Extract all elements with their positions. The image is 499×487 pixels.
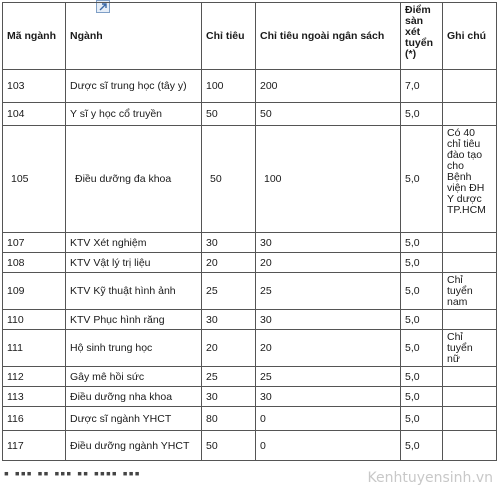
header-chi-tieu: Chỉ tiêu — [202, 3, 256, 70]
note-line: Có 40 — [447, 127, 476, 139]
header-row — [3, 3, 497, 70]
note-line: chỉ tiêu — [447, 138, 481, 150]
header-diem-san — [401, 3, 443, 70]
cell-ngoai-ngan-sach: 0 — [256, 431, 401, 461]
note-line: Chỉ — [447, 274, 463, 286]
cell-ngoai-ngan-sach: 200 — [256, 70, 401, 103]
cell-ghi-chu — [443, 233, 497, 253]
note-line: tuyển — [447, 285, 473, 297]
cell-ma-nganh: 117 — [3, 431, 66, 461]
cell-ghi-chu — [443, 253, 497, 273]
cell-nganh: KTV Vật lý trị liệu — [66, 253, 202, 273]
cell-ngoai-ngan-sach: 30 — [256, 387, 401, 407]
cell-ma-nganh: 107 — [3, 233, 66, 253]
cell-diem-san: 5,0 — [401, 103, 443, 126]
table-row — [3, 367, 497, 387]
cell-nganh: KTV Phục hình răng — [66, 310, 202, 330]
cell-ma-nganh: 116 — [3, 407, 66, 431]
cell-chi-tieu: 25 — [202, 273, 256, 310]
cell-ghi-chu — [443, 70, 497, 103]
cell-ngoai-ngan-sach: 30 — [256, 233, 401, 253]
cell-nganh: KTV Xét nghiệm — [66, 233, 202, 253]
table-row — [3, 70, 497, 103]
cell-diem-san: 5,0 — [401, 330, 443, 367]
table-row — [3, 126, 497, 233]
cell-ghi-chu — [443, 126, 497, 233]
header-diem-line: tuyển — [405, 37, 434, 49]
cell-chi-tieu: 20 — [202, 330, 256, 367]
cell-nganh: Hộ sinh trung học — [66, 330, 202, 367]
header-diem-line: sàn — [405, 15, 424, 27]
cell-chi-tieu: 30 — [202, 233, 256, 253]
cell-diem-san: 5,0 — [401, 126, 443, 233]
table-row — [3, 407, 497, 431]
note-line: Chỉ — [447, 331, 463, 343]
cell-nganh: Điều dưỡng ngành YHCT — [66, 431, 202, 461]
table-row — [3, 273, 497, 310]
cut-off-text-line: ▪ ▪▪▪ ▪▪ ▪▪▪ ▪▪ ▪▪▪▪ ▪▪▪ — [4, 465, 141, 481]
header-diem-line: xét — [405, 26, 421, 38]
cell-ma-nganh: 104 — [3, 103, 66, 126]
cell-ngoai-ngan-sach: 0 — [256, 407, 401, 431]
cell-nganh: Y sĩ y học cổ truyền — [66, 103, 202, 126]
header-diem-line: Điểm — [405, 4, 431, 16]
cell-chi-tieu: 25 — [202, 367, 256, 387]
cell-chi-tieu: 30 — [202, 387, 256, 407]
cell-ma-nganh: 109 — [3, 273, 66, 310]
cell-chi-tieu: 50 — [202, 431, 256, 461]
header-ngoai-ngan-sach: Chỉ tiêu ngoài ngân sách — [256, 3, 401, 70]
table-row — [3, 330, 497, 367]
cell-ghi-chu — [443, 407, 497, 431]
note-line: đào tạo — [447, 149, 483, 161]
cell-chi-tieu: 20 — [202, 253, 256, 273]
cell-ghi-chu — [443, 330, 497, 367]
cell-chi-tieu: 80 — [202, 407, 256, 431]
note-line: nữ — [447, 353, 460, 365]
cell-diem-san: 5,0 — [401, 310, 443, 330]
cell-nganh: Dược sĩ trung học (tây y) — [66, 70, 202, 103]
cell-ma-nganh: 103 — [3, 70, 66, 103]
cell-chi-tieu: 50 — [202, 126, 256, 233]
cell-ngoai-ngan-sach: 50 — [256, 103, 401, 126]
table-row — [3, 253, 497, 273]
cell-nganh: Điều dưỡng đa khoa — [66, 126, 202, 233]
note-line: TP.HCM — [447, 204, 486, 216]
cell-ngoai-ngan-sach: 30 — [256, 310, 401, 330]
watermark: Kenhtuyensinh.vn — [367, 470, 493, 486]
cell-chi-tieu: 30 — [202, 310, 256, 330]
cell-ghi-chu — [443, 273, 497, 310]
cell-nganh: Điều dưỡng nha khoa — [66, 387, 202, 407]
cell-ma-nganh: 113 — [3, 387, 66, 407]
cell-ghi-chu — [443, 367, 497, 387]
header-nganh: Ngành — [66, 3, 202, 70]
cell-ghi-chu — [443, 387, 497, 407]
admission-quota-table — [2, 2, 497, 461]
table-row — [3, 387, 497, 407]
cell-ghi-chu — [443, 431, 497, 461]
cell-diem-san: 5,0 — [401, 407, 443, 431]
table-row — [3, 233, 497, 253]
table-row — [3, 103, 497, 126]
note-line: viện ĐH — [447, 182, 485, 194]
cell-chi-tieu: 100 — [202, 70, 256, 103]
table-row — [3, 310, 497, 330]
cell-ngoai-ngan-sach: 20 — [256, 253, 401, 273]
cell-ma-nganh: 105 — [3, 126, 66, 233]
cell-ghi-chu — [443, 103, 497, 126]
cell-ngoai-ngan-sach: 100 — [256, 126, 401, 233]
cell-diem-san: 5,0 — [401, 253, 443, 273]
note-line: nam — [447, 296, 468, 308]
header-ma-nganh: Mã ngành — [3, 3, 66, 70]
note-line: cho — [447, 160, 464, 172]
cell-ngoai-ngan-sach: 20 — [256, 330, 401, 367]
cell-nganh: Gây mê hồi sức — [66, 367, 202, 387]
cell-chi-tieu: 50 — [202, 103, 256, 126]
cell-ma-nganh: 108 — [3, 253, 66, 273]
cell-diem-san: 5,0 — [401, 367, 443, 387]
cell-diem-san: 5,0 — [401, 273, 443, 310]
cell-ma-nganh: 110 — [3, 310, 66, 330]
cell-ma-nganh: 111 — [3, 330, 66, 367]
note-line: Y dược — [447, 193, 482, 205]
header-ghi-chu: Ghi chú — [443, 3, 497, 70]
note-line: Bệnh — [447, 171, 472, 183]
cell-ngoai-ngan-sach: 25 — [256, 367, 401, 387]
note-line: tuyển — [447, 342, 473, 354]
cell-ma-nganh: 112 — [3, 367, 66, 387]
cell-ngoai-ngan-sach: 25 — [256, 273, 401, 310]
cell-nganh: KTV Kỹ thuật hình ảnh — [66, 273, 202, 310]
cell-diem-san: 5,0 — [401, 233, 443, 253]
table-row — [3, 431, 497, 461]
cell-diem-san: 7,0 — [401, 70, 443, 103]
cell-nganh: Dược sĩ ngành YHCT — [66, 407, 202, 431]
cell-diem-san: 5,0 — [401, 387, 443, 407]
header-diem-line: (*) — [405, 48, 417, 60]
cell-diem-san: 5,0 — [401, 431, 443, 461]
cell-ghi-chu — [443, 310, 497, 330]
